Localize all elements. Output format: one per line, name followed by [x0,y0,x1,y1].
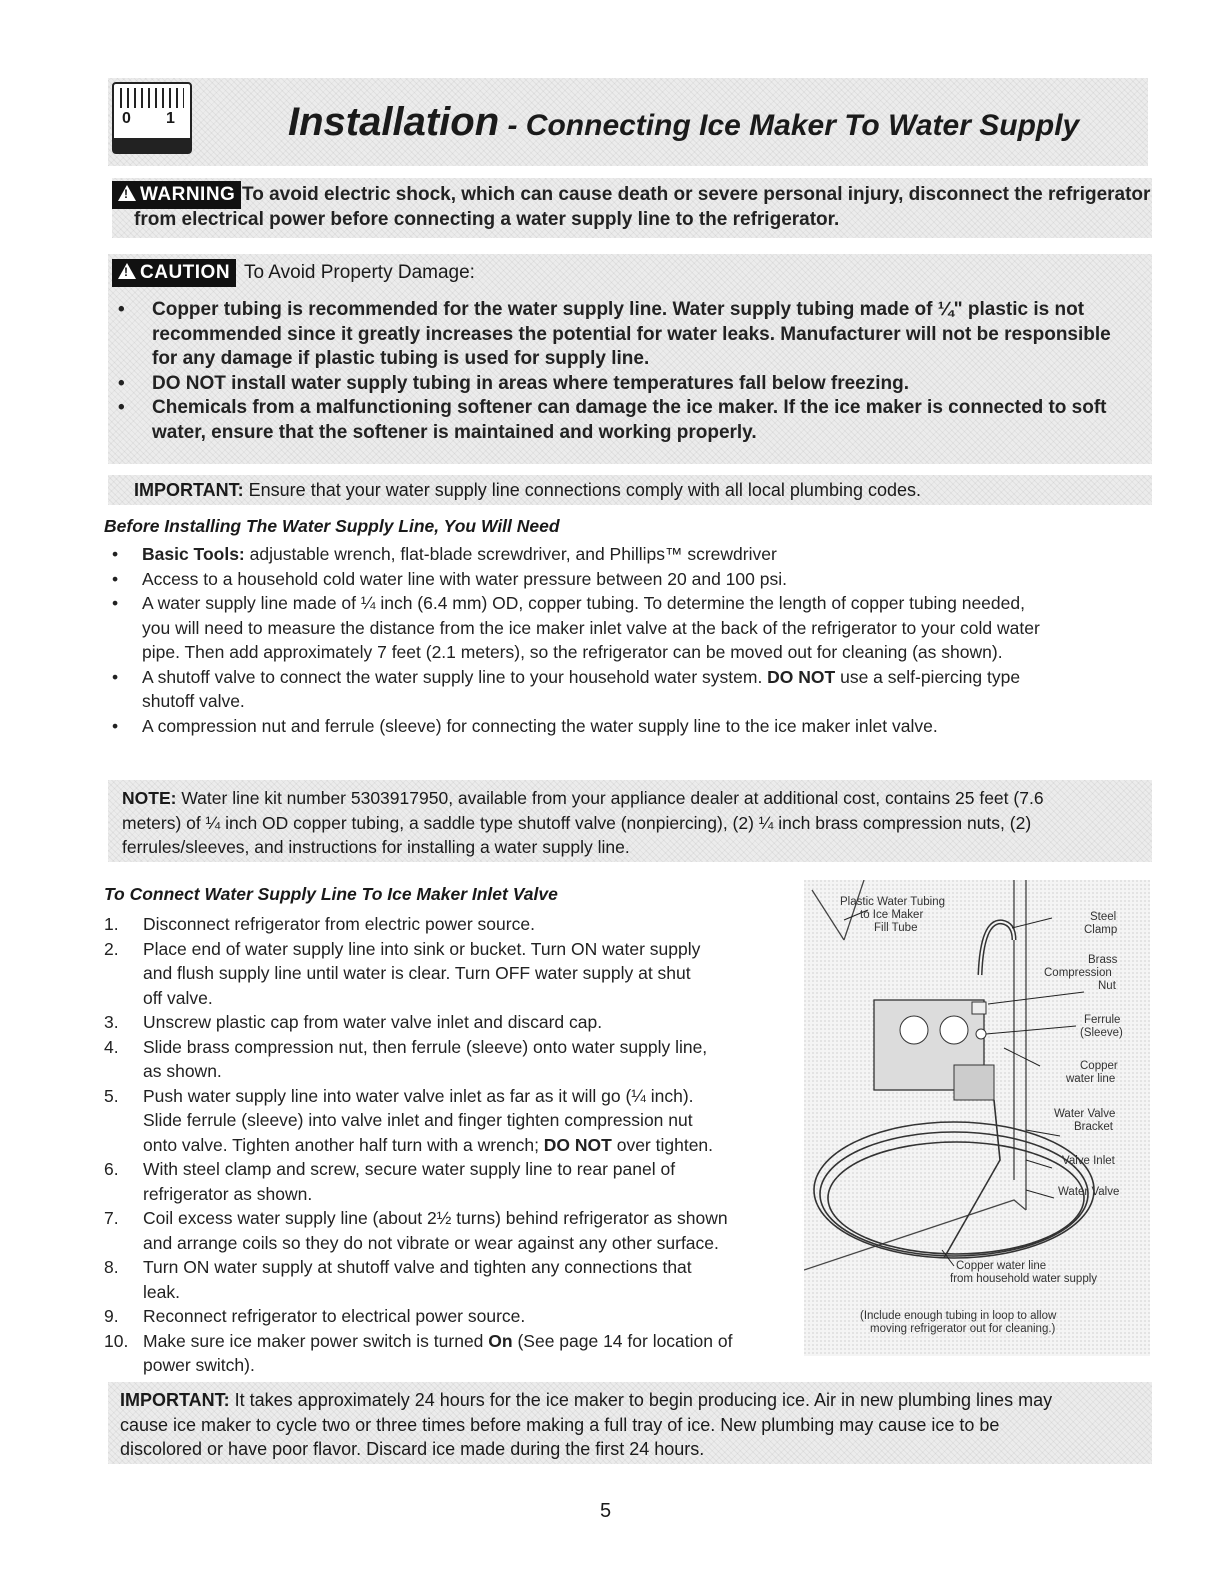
list-item: 9. Reconnect refrigerator to electrical power source. [104,1306,526,1326]
list-item: 3. Unscrew plastic cap from water valve inlet and discard cap. [104,1012,603,1032]
label-brass: Brass [1088,954,1118,966]
list-item: 1. Disconnect refrigerator from electric power source. [104,914,535,934]
ruler-label-left: 0 [122,110,131,127]
caution-bullet: • DO NOT install water supply tubing in areas where temperatures fall below freezing. [118,372,910,394]
list-item: 10. Make sure ice maker power switch is turned On (See page 14 for location of power switch). [104,1330,733,1375]
list-item: 6. With steel clamp and screw, secure water supply line to rear panel of refrigerator as shown. [104,1159,676,1204]
list-item: • A compression nut and ferrule (sleeve) for connecting the water supply line to the ice maker inlet valve. [104,714,1164,739]
list-item: 5. Push water supply line into water valve inlet as far as it will go (¼ inch). Slide ferrule (sleeve) into valve inlet and finger tighten compression nut onto valve. Tighten another half turn with a wrench; DO NOT over tighten. [104,1085,714,1155]
label-fill-tube: Fill Tube [874,922,918,934]
label-sleeve: (Sleeve) [1080,1027,1123,1039]
caution-bullet: • Copper tubing is recommended for the water supply line. Water supply tubing made of ¼" plastic is not recommended since it greatly increases the potential for water leaks. Manufacturer will not be responsible for any damage if plastic tubing is used for supply line. [118,299,1111,369]
label-ferrule: Ferrule [1084,1014,1121,1026]
important-note-2: IMPORTANT: It takes approximately 24 hours for the ice maker to begin producing ice. Air in new plumbing lines may cause ice maker to cycle two or three times before making a full tray of ice. New plumbing may cause ice to be discolored or have poor flavor. Discard ice made during the first 24 hours. [120,1390,1053,1459]
label-water-valve: Water Valve [1058,1186,1120,1198]
warning-line-2: from electrical power before connecting a water supply line to the refrigerator. [134,209,840,230]
list-item: 7. Coil excess water supply line (about 2½ turns) behind refrigerator as shown and arrange coils so they do not vibrate or wear against any other surface. [104,1208,728,1253]
title-main: Installation [288,100,500,144]
caution-heading: To Avoid Property Damage: [244,262,475,283]
warning-triangle-icon [118,185,136,201]
list-item: 4. Slide brass compression nut, then ferrule (sleeve) onto water supply line, as shown. [104,1036,708,1081]
label-bracket: Bracket [1074,1121,1113,1133]
label-plastic-tubing: Plastic Water Tubing [840,896,946,908]
label-from-household: from household water supply [950,1273,1098,1285]
note-block: NOTE: Water line kit number 5303917950, available from your appliance dealer at additional cost, contains 25 feet (7.6 meters) of ¼ inch OD copper tubing, a saddle type shutoff valve (nonpiercing), (2) ¼ inch brass compression nuts, (2) ferrules/sleeves, and instructions for installing a water supply line. [122,788,1044,857]
water-valve-diagram [804,880,1150,1356]
connect-steps [104,912,804,1378]
warning-line-1: To avoid electric shock, which can cause death or severe personal injury, disconnect the refrigerator [242,184,1151,205]
caution-list [116,298,1156,445]
ruler-icon [112,82,192,154]
connect-heading: To Connect Water Supply Line To Ice Maker Inlet Valve [104,884,558,904]
list-item: • A water supply line made of ¼ inch (6.4 mm) OD, copper tubing. To determine the length of copper tubing needed, you will need to measure the distance from the ice maker inlet valve at the back of the refrigerator to your cold water pipe. Then add approximately 7 feet (2.1 meters), so the refrigerator can be moved out for cleaning (as shown). [104,591,1164,665]
label-valve-inlet: Valve Inlet [1062,1155,1115,1167]
page-number: 5 [600,1500,612,1522]
list-item: 8. Turn ON water supply at shutoff valve and tighten any connections that leak. [104,1257,692,1302]
caution-triangle-icon [118,263,136,279]
label-copper: Copper [1080,1060,1118,1072]
label-compression: Compression [1044,967,1112,979]
label-steel: Steel [1090,911,1117,923]
caution-bullet: • Chemicals from a malfunctioning softener can damage the ice maker. If the ice maker is connected to soft water, ensure that the softener is maintained and working properly. [118,397,1107,443]
label-to-ice-maker: to Ice Maker [860,909,924,921]
label-copper-water-line: Copper water line [956,1260,1047,1272]
label-water-valve-bracket: Water Valve [1054,1108,1116,1120]
before-list [104,542,1164,738]
important-note-1: IMPORTANT: Ensure that your water supply line connections comply with all local plumbing codes. [134,480,922,500]
label-include-2: moving refrigerator out for cleaning.) [870,1323,1056,1335]
ruler-label-right: 1 [166,110,175,127]
caution-badge: !CAUTION [112,259,236,287]
list-item: • Access to a household cold water line with water pressure between 20 and 100 psi. [104,567,1164,592]
warning-badge: !WARNING [112,181,241,209]
page-title [288,100,1079,145]
label-water-line: water line [1066,1073,1116,1085]
list-item: 2. Place end of water supply line into sink or bucket. Turn ON water supply and flush supply line until water is clear. Turn OFF water supply at shut off valve. [104,938,701,1008]
label-nut: Nut [1098,980,1116,992]
before-heading: Before Installing The Water Supply Line, You Will Need [104,516,560,536]
label-include-1: (Include enough tubing in loop to allow [860,1310,1057,1322]
list-item: • A shutoff valve to connect the water supply line to your household water system. DO NOT use a self-piercing type shutoff valve. [104,665,1164,714]
label-clamp: Clamp [1084,924,1118,936]
title-sub: - Connecting Ice Maker To Water Supply [499,109,1080,142]
list-item: • Basic Tools: adjustable wrench, flat-blade screwdriver, and Phillips™ screwdriver [104,542,1164,567]
